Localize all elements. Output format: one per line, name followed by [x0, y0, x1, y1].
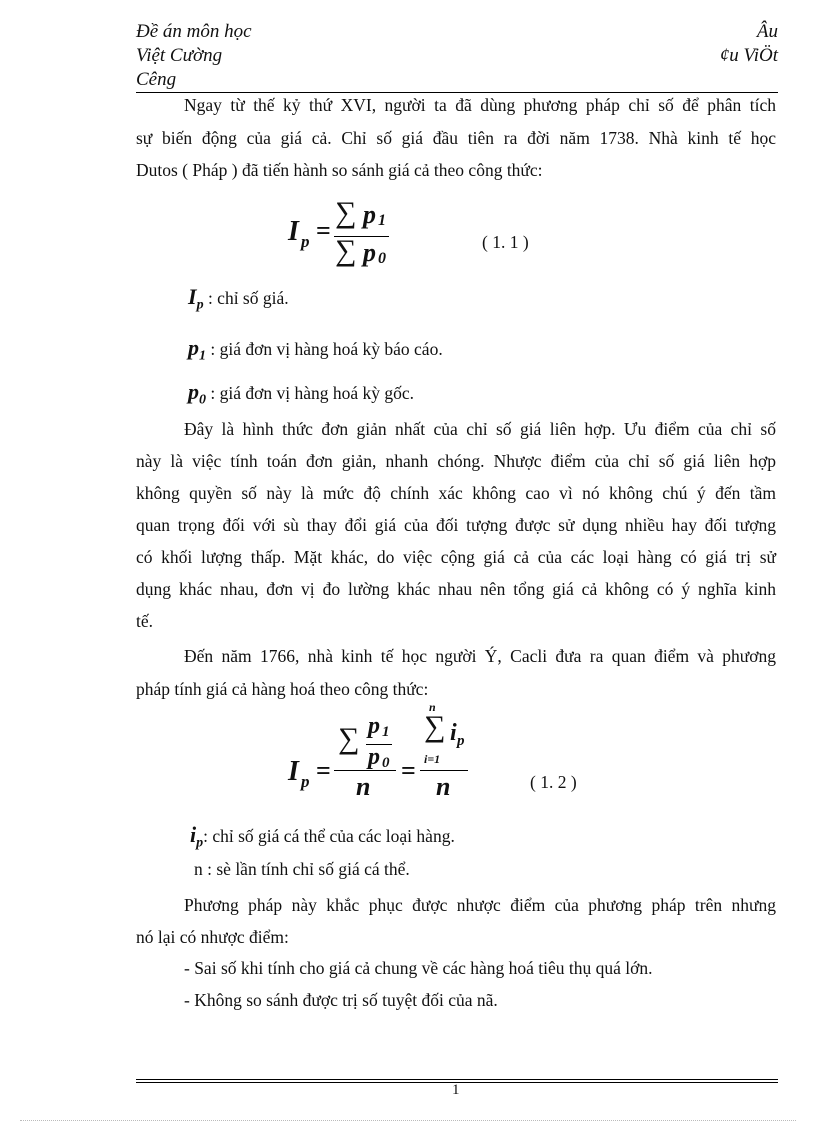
bullet-item: - Sai số khi tính cho giá cả chung về các hàng hoá tiêu thụ quá lớn. [184, 958, 653, 978]
formula-equals: = [401, 756, 416, 785]
paragraph-line: có khối lượng thấp. Mặt khác, do việc cộng giá cả của các loại hàng có giá trị sử [136, 547, 776, 567]
page-number: 1 [452, 1082, 460, 1098]
formula-lhs: I [288, 216, 299, 247]
formula-denominator: n [356, 772, 371, 801]
definition-item [188, 284, 748, 314]
definition-symbol-sub: 1 [199, 348, 206, 364]
definition-text: : giá đơn vị hàng hoá kỳ gốc. [206, 383, 415, 403]
header-author-line-2: Cêng [136, 69, 177, 90]
sum-lower-limit: i=1 [424, 752, 441, 766]
inner-numerator-sub: 1 [382, 724, 390, 740]
definition-item [188, 379, 748, 409]
definition-text: : chỉ số giá. [203, 288, 289, 308]
sum-symbol: ∑ [424, 710, 446, 743]
definition-item [188, 335, 748, 365]
definition-symbol: p [188, 379, 199, 404]
formula-numerator: p [363, 200, 376, 229]
paragraph-line: Đến năm 1766, nhà kinh tế học người Ý, Cacli đưa ra quan điểm và phương [184, 646, 776, 666]
paragraph-line: quan trọng đối với sù thay đổi giá của đối tượng được sử dụng nhiều hay đối tượng [136, 515, 776, 535]
paragraph-line: Dutos ( Pháp ) đã tiến hành so sánh giá cả theo công thức: [136, 160, 543, 180]
page-bottom-edge [20, 1120, 796, 1121]
inner-denominator: p [368, 744, 380, 770]
paragraph-line: Đây là hình thức đơn giản nhất của chỉ số giá liên hợp. Ưu điểm của chỉ số [184, 419, 776, 439]
definition-symbol: I [188, 284, 197, 309]
paragraph-line: tế. [136, 611, 154, 631]
formula-denominator: p [363, 238, 376, 267]
definition-item [194, 859, 754, 880]
paragraph-line: này là việc tính toán đơn giản, nhanh chóng. Nhược điểm của chỉ số giá liên hợp [136, 451, 776, 471]
paragraph-line: không quyền số này là mức độ chính xác không cao vì nó không chú ý đến tầm [136, 483, 776, 503]
equation-number: ( 1. 2 ) [530, 772, 577, 792]
formula-lhs-sub: p [301, 772, 310, 791]
definition-symbol: p [188, 335, 199, 360]
paragraph-line: sự biến động của giá cả. Chỉ số giá đầu tiên ra đời năm 1738. Nhà kinh tế học [136, 128, 776, 148]
inner-numerator: p [368, 713, 380, 739]
sum-upper-limit: n [429, 700, 436, 714]
sum-symbol: ∑ [335, 196, 357, 229]
paragraph-line: nó lại có nhược điểm: [136, 927, 289, 947]
definition-text: n : sè lần tính chỉ số giá cá thể. [194, 859, 410, 879]
fraction-bar [334, 770, 396, 771]
formula-denominator-sub: 0 [378, 250, 386, 267]
paragraph-line: Ngay từ thế kỷ thứ XVI, người ta đã dùng phương pháp chỉ số để phân tích [184, 95, 776, 115]
inner-denominator-sub: 0 [382, 755, 390, 771]
paragraph-line: Phương pháp này khắc phục được nhược điểm của phương pháp trên nhưng [184, 895, 776, 915]
sum-symbol: ∑ [338, 722, 360, 755]
formula-lhs-sub: p [301, 232, 310, 251]
formula-lhs: I [288, 756, 299, 787]
footer-divider [136, 1079, 778, 1080]
header-right-line-2: ¢u ViÖt [719, 45, 778, 66]
definition-symbol-sub: p [196, 297, 204, 313]
header-right-line-1: Âu [756, 21, 778, 42]
formula-equals: = [316, 756, 331, 785]
equation-number: ( 1. 1 ) [482, 232, 529, 252]
definition-symbol: i [190, 822, 197, 847]
paragraph-line: pháp tính giá cả hàng hoá theo công thức: [136, 679, 429, 699]
definition-item [190, 822, 750, 852]
header-course-title: Đề án môn học [136, 21, 252, 42]
formula-denominator: n [436, 772, 451, 801]
paragraph-line: dụng khác nhau, đơn vị đo lường khác nhau nên tổng giá cả không có ý nghĩa kinh [136, 579, 776, 599]
definition-text: : giá đơn vị hàng hoá kỳ báo cáo. [206, 339, 443, 359]
formula-equals: = [316, 216, 331, 245]
fraction-bar [420, 770, 468, 771]
definition-text: : chỉ số giá cá thể của các loại hàng. [203, 826, 455, 846]
sum-symbol: ∑ [335, 234, 357, 267]
formula-numerator-sub: 1 [378, 212, 386, 229]
header-author-line: Việt Cường [136, 45, 223, 66]
definition-symbol-sub: 0 [199, 392, 206, 408]
header-divider [136, 92, 778, 93]
sum-term: i [450, 720, 457, 746]
definition-symbol-sub: p [196, 835, 204, 851]
bullet-item: - Không so sánh được trị số tuyệt đối của nã. [184, 990, 498, 1010]
sum-term-sub: p [457, 733, 465, 749]
